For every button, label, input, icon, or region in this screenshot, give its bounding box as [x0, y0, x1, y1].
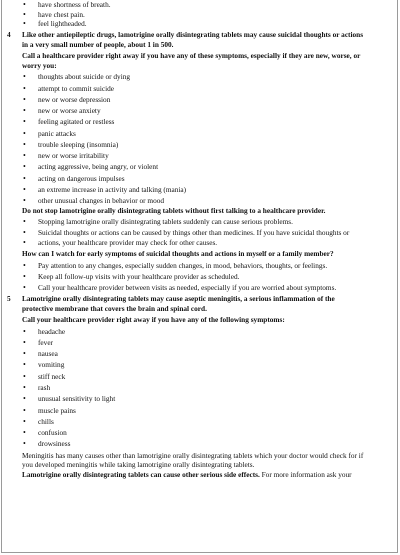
list-item: • fever [2, 338, 397, 348]
list-item: • new or worse anxiety [2, 106, 397, 116]
section-number: 4 [7, 30, 11, 40]
document-content [2, 0, 397, 480]
list-item: • feeling agitated or restless [2, 117, 397, 127]
do-not-stop-warning: Do not stop lamotrigine orally disintegrating tablets without first talking to a healthcare provider. [22, 205, 326, 215]
section-4-heading [2, 30, 397, 40]
list-item: • Pay attention to any changes, especially sudden changes, in mood, behaviors, thoughts, or feelings. [2, 261, 397, 271]
list-item: • trouble sleeping (insomnia) [2, 140, 397, 150]
list-item: • vomiting [2, 360, 397, 370]
list-item: • chills [2, 417, 397, 427]
list-item: • muscle pains [2, 406, 397, 416]
list-item: • drowsiness [2, 439, 397, 449]
section-4 [2, 30, 397, 292]
section-5 [2, 294, 397, 479]
list-item: • thoughts about suicide or dying [2, 72, 397, 82]
list-item-cont: • actions, your healthcare provider may check for other causes. [2, 238, 397, 248]
list-item: • unusual sensitivity to light [2, 394, 397, 404]
document-page [1, 0, 398, 553]
list-item: • nausea [2, 349, 397, 359]
list-item: • stiff neck [2, 372, 397, 382]
list-item: • panic attacks [2, 129, 397, 139]
list-item: • have shortness of breath. [2, 0, 397, 10]
section-5-heading-cont: protective membrane that covers the brain and spinal cord. [22, 304, 207, 314]
call-provider-text: Call your healthcare provider right away if you have any of the following symptoms: [22, 315, 285, 325]
side-effects-note [2, 470, 397, 480]
side-effects-bold: Lamotrigine orally disintegrating tablets can cause other serious side effects. [22, 469, 260, 479]
list-item: • attempt to commit suicide [2, 84, 397, 94]
list-item: • rash [2, 383, 397, 393]
list-item: • new or worse depression [2, 95, 397, 105]
list-item: • an extreme increase in activity and talking (mania) [2, 185, 397, 195]
list-item: • Suicidal thoughts or actions can be caused by things other than medicines. If you have suicidal thoughts or [2, 228, 397, 238]
list-item: • Keep all follow-up visits with your healthcare provider as scheduled. [2, 272, 397, 282]
call-provider-text-cont: worry you: [22, 60, 57, 70]
side-effects-rest: For more information ask your [259, 469, 352, 479]
top-bullet-list [2, 0, 397, 29]
meningitis-note-cont: you developed meningitis while taking lamotrigine orally disintegrating tablets. [22, 460, 255, 470]
section-4-heading-cont: in a very small number of people, about 1 in 500. [22, 40, 174, 50]
suicide-symptom-list [2, 72, 397, 206]
watch-bullet-list [2, 261, 397, 293]
list-item: • acting aggressive, being angry, or violent [2, 162, 397, 172]
section-number: 5 [7, 294, 11, 304]
call-provider-text: Call a healthcare provider right away if you have any of these symptoms, especially if they are new, worse, or [22, 51, 361, 61]
list-item: • Stopping lamotrigine orally disintegrating tablets suddenly can cause serious problems. [2, 217, 397, 227]
list-item: • Call your healthcare provider between visits as needed, especially if you are worried about symptoms. [2, 283, 397, 293]
stop-bullet-list [2, 217, 397, 247]
watch-question: How can I watch for early symptoms of suicidal thoughts and actions in myself or a family member? [22, 249, 334, 259]
list-item: • confusion [2, 428, 397, 438]
meningitis-symptom-list [2, 327, 397, 449]
meningitis-note: Meningitis has many causes other than lamotrigine orally disintegrating tablets which your doctor would check for if [22, 450, 364, 460]
heading-text: Like other antiepileptic drugs, lamotrigine orally disintegrating tablets may cause suicidal thoughts or actions [22, 30, 364, 40]
list-item: • other unusual changes in behavior or mood [2, 196, 397, 206]
list-item: • acting on dangerous impulses [2, 174, 397, 184]
list-item: • headache [2, 327, 397, 337]
list-item: • have chest pain. [2, 10, 397, 20]
heading-text: Lamotrigine orally disintegrating tablets may cause aseptic meningitis, a serious inflammation of the [22, 294, 335, 304]
list-item: • feel lightheaded. [2, 19, 397, 29]
section-5-heading [2, 294, 397, 304]
list-item: • new or worse irritability [2, 151, 397, 161]
